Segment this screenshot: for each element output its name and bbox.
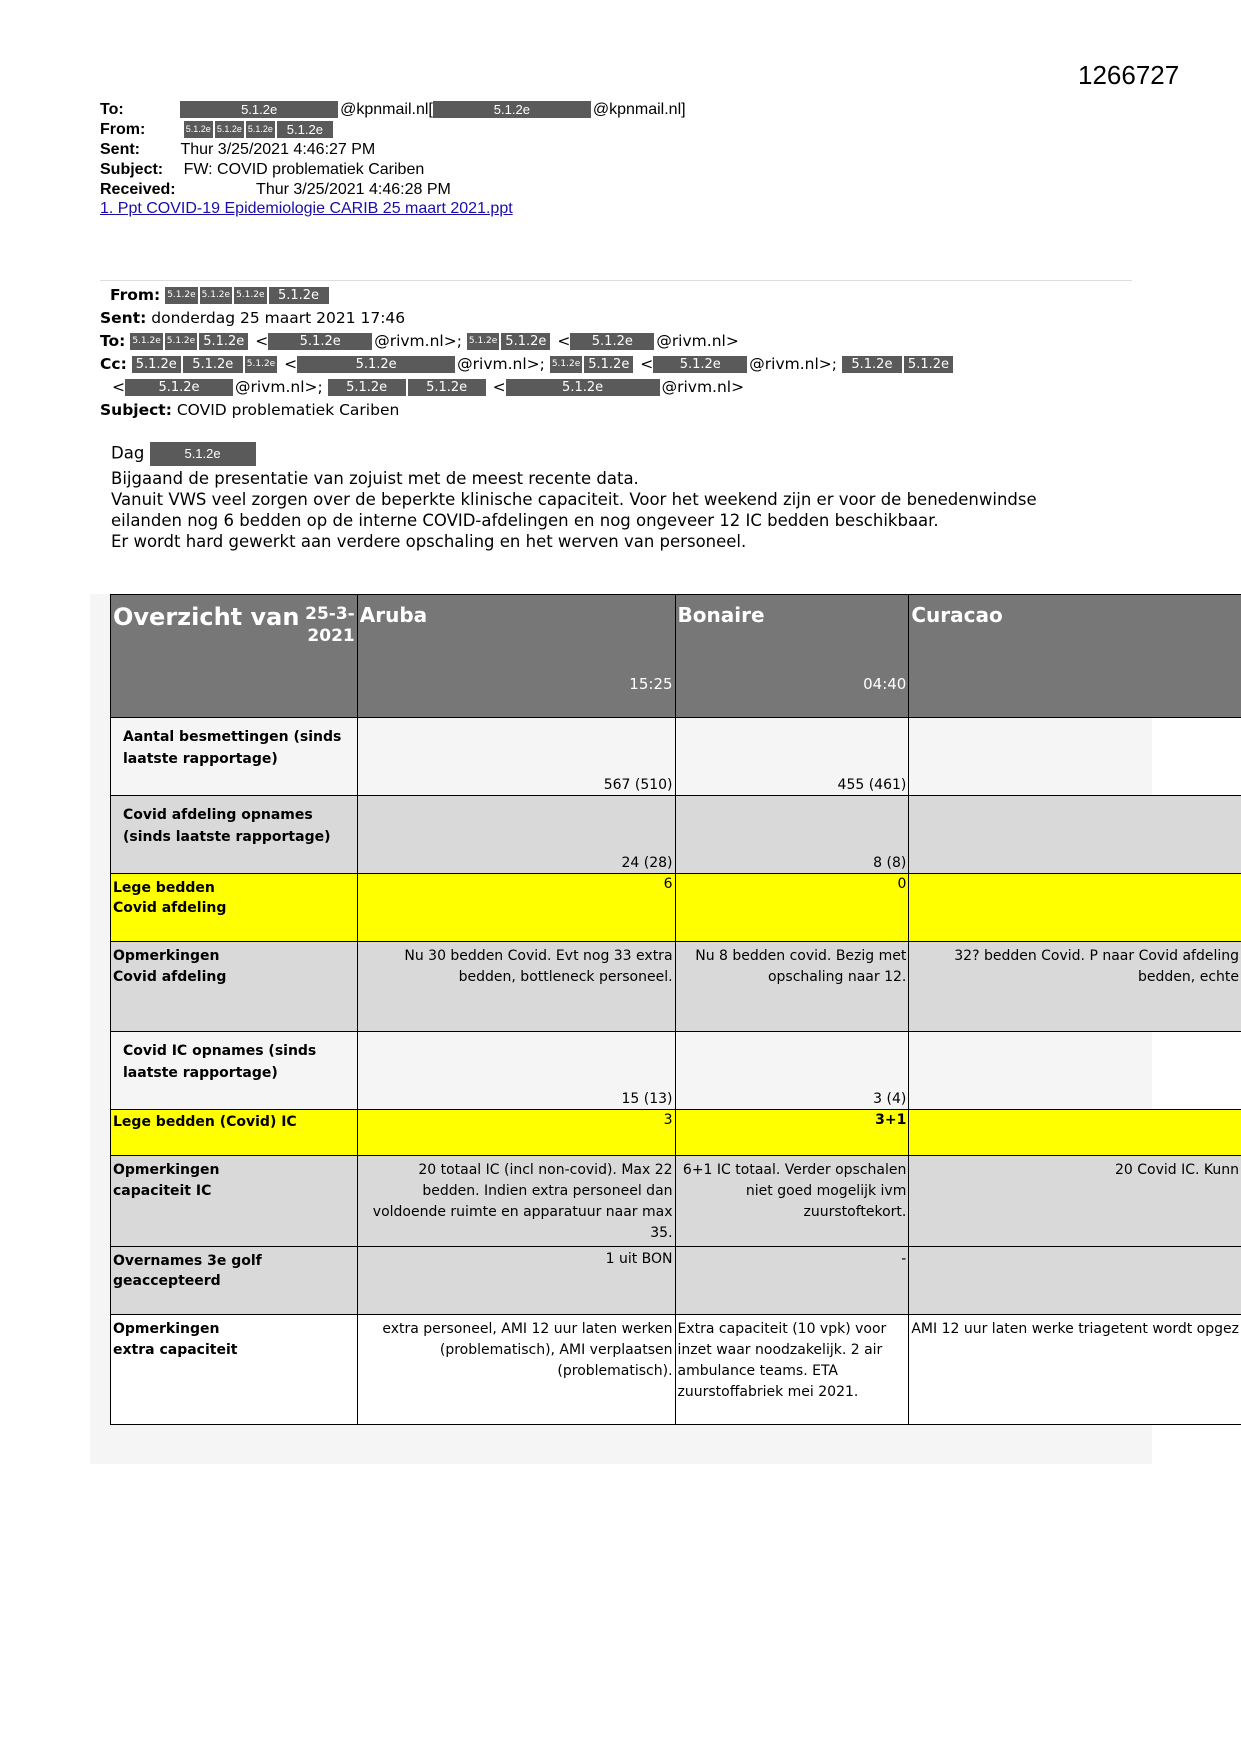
to-domain-1: @kpnmail.nl[: [340, 101, 433, 118]
redaction-box: 5.1.2e: [904, 356, 953, 373]
cell-curacao: AMI 12 uur laten werke triagetent wordt opgez: [909, 1315, 1241, 1425]
row-label: Lege bedden Covid afdeling: [111, 874, 358, 942]
rivm-domain: @rivm.nl>;: [749, 355, 837, 373]
rivm-domain: @rivm.nl>;: [235, 378, 323, 396]
redaction-box: 5.1.2e: [653, 356, 747, 373]
table-row: [111, 1247, 1241, 1315]
fw-subject-label: Subject:: [100, 401, 172, 419]
to-label: To:: [100, 101, 124, 118]
rivm-domain: @rivm.nl>;: [374, 332, 462, 350]
fw-cc-label: Cc:: [100, 355, 127, 373]
angle-bracket: <: [557, 332, 571, 350]
rivm-domain: @rivm.nl>;: [457, 355, 545, 373]
fw-to-line: [100, 330, 739, 352]
redaction-box: 5.1.2e: [268, 333, 372, 350]
row-label: Lege bedden (Covid) IC: [111, 1110, 358, 1156]
fw-to-label: To:: [100, 332, 126, 350]
redaction-box: 5.1.2e: [433, 101, 591, 118]
redaction-box: 5.1.2e: [584, 356, 633, 373]
fw-subject-value: COVID problematiek Cariben: [176, 401, 400, 419]
table-row: [111, 1110, 1241, 1156]
redaction-box: 5.1.2e: [200, 287, 232, 304]
fw-sent-value: donderdag 25 maart 2021 17:46: [151, 309, 406, 327]
redaction-box: 5.1.2e: [199, 333, 248, 350]
redaction-box: 5.1.2e: [165, 287, 197, 304]
row-label: Opmerkingen extra capaciteit: [111, 1315, 358, 1425]
redaction-box: 5.1.2e: [246, 121, 275, 138]
greeting-line: [111, 442, 258, 466]
col-aruba: Aruba: [359, 603, 428, 627]
cell-bonaire: -: [675, 1247, 909, 1315]
fw-subject-line: [100, 399, 399, 421]
redaction-box: 5.1.2e: [297, 356, 455, 373]
cell-curacao: 20 Covid IC. Kunn: [909, 1156, 1241, 1247]
cell-aruba: 3: [357, 1110, 675, 1156]
row-label: Opmerkingen capaciteit IC: [111, 1156, 358, 1247]
message-body: [111, 468, 1037, 552]
col-curacao: Curacao: [911, 603, 1003, 627]
cell-aruba: 1 uit BON: [357, 1247, 675, 1315]
table-row: [111, 942, 1241, 1032]
message-line: Vanuit VWS veel zorgen over de beperkte klinische capaciteit. Voor het weekend zijn er voor de benedenwindse: [111, 490, 1037, 509]
subject-label: Subject:: [100, 161, 164, 178]
header-curacao-cell: [909, 595, 1241, 718]
redaction-box: 5.1.2e: [467, 333, 499, 350]
cell-aruba: 15 (13): [357, 1032, 675, 1110]
redaction-box: 5.1.2e: [328, 379, 406, 396]
attachment-link[interactable]: 1. Ppt COVID-19 Epidemiologie CARIB 25 maart 2021.ppt: [100, 200, 513, 217]
table-row: [111, 874, 1241, 942]
cell-bonaire: 0: [675, 874, 909, 942]
cell-bonaire: 455 (461): [675, 718, 909, 796]
cell-aruba: 24 (28): [357, 796, 675, 874]
redaction-box: 5.1.2e: [150, 442, 256, 466]
header-title-cell: [111, 595, 358, 718]
received-value: Thur 3/25/2021 4:46:28 PM: [256, 181, 451, 198]
cell-curacao: [909, 874, 1241, 942]
fw-cc-line: [100, 353, 955, 375]
table-header-row: [111, 595, 1241, 718]
redaction-box: 5.1.2e: [180, 101, 338, 118]
table-row: [111, 796, 1241, 874]
row-label: Covid IC opnames (sinds laatste rapportage): [111, 1032, 358, 1110]
cell-bonaire: 6+1 IC totaal. Verder opschalen niet goed mogelijk ivm zuurstoftekort.: [675, 1156, 909, 1247]
header-bonaire-cell: [675, 595, 909, 718]
message-line: Bijgaand de presentatie van zojuist met de meest recente data.: [111, 469, 639, 488]
received-label: Received:: [100, 181, 176, 198]
rivm-domain: @rivm.nl>: [661, 378, 745, 396]
redaction-box: 5.1.2e: [165, 333, 197, 350]
cell-curacao: [909, 718, 1241, 796]
table-title: Overzicht van: [113, 603, 300, 631]
redaction-box: 5.1.2e: [277, 121, 333, 138]
redaction-box: 5.1.2e: [245, 356, 277, 373]
time-bonaire: 04:40: [863, 675, 907, 693]
greeting: Dag: [111, 443, 145, 463]
table-row: [111, 1156, 1241, 1247]
table-date-part: 25-3-: [305, 604, 355, 624]
redaction-box: 5.1.2e: [842, 356, 902, 373]
redaction-box: 5.1.2e: [550, 356, 582, 373]
col-bonaire: Bonaire: [677, 603, 765, 627]
redaction-box: 5.1.2e: [184, 121, 213, 138]
angle-bracket: <: [112, 378, 125, 396]
fw-from-label: From:: [110, 286, 161, 304]
sent-label: Sent:: [100, 141, 140, 158]
fw-cc-line-2: [112, 376, 744, 398]
header-sent-line: [100, 140, 375, 160]
header-aruba-cell: [357, 595, 675, 718]
cell-bonaire: Extra capaciteit (10 vpk) voor inzet waar noodzakelijk. 2 air ambulance teams. ETA zuurstoffabriek mei 2021.: [675, 1315, 909, 1425]
table-date: [305, 603, 355, 647]
redaction-box: 5.1.2e: [125, 379, 233, 396]
table-row: [111, 718, 1241, 796]
table-row: [111, 1032, 1241, 1110]
angle-bracket: <: [255, 332, 269, 350]
cell-curacao: [909, 796, 1241, 874]
message-line: eilanden nog 6 bedden op de interne COVID-afdelingen en nog ongeveer 12 IC bedden beschikbaar.: [111, 511, 939, 530]
subject-value: FW: COVID problematiek Cariben: [183, 161, 425, 178]
header-received-line: [100, 180, 451, 200]
cell-curacao: 32? bedden Covid. P naar Covid afdeling bedden, echte: [909, 942, 1241, 1032]
divider: [100, 280, 1132, 281]
row-label: Aantal besmettingen (sinds laatste rapportage): [111, 718, 358, 796]
time-aruba: 15:25: [629, 675, 673, 693]
redaction-box: 5.1.2e: [269, 287, 329, 304]
cell-bonaire: 3 (4): [675, 1032, 909, 1110]
header-subject-line: [100, 160, 424, 180]
angle-bracket: <: [640, 355, 654, 373]
angle-bracket: <: [284, 355, 298, 373]
message-line: Er wordt hard gewerkt aan verdere opschaling en het werven van personeel.: [111, 532, 747, 551]
redaction-box: 5.1.2e: [132, 356, 181, 373]
cell-aruba: extra personeel, AMI 12 uur laten werken (problematisch), AMI verplaatsen (problematisch).: [357, 1315, 675, 1425]
cell-bonaire: Nu 8 bedden covid. Bezig met opschaling naar 12.: [675, 942, 909, 1032]
rivm-domain: @rivm.nl>: [656, 332, 739, 350]
document-number: 1266727: [1078, 60, 1180, 90]
redaction-box: 5.1.2e: [570, 333, 654, 350]
sent-value: Thur 3/25/2021 4:46:27 PM: [180, 141, 376, 158]
fw-from-line: [110, 284, 331, 306]
redaction-box: 5.1.2e: [215, 121, 244, 138]
cell-aruba: Nu 30 bedden Covid. Evt nog 33 extra bedden, bottleneck personeel.: [357, 942, 675, 1032]
redaction-box: 5.1.2e: [408, 379, 486, 396]
redaction-box: 5.1.2e: [234, 287, 266, 304]
cell-curacao: [909, 1247, 1241, 1315]
redaction-box: 5.1.2e: [506, 379, 660, 396]
redaction-box: 5.1.2e: [501, 333, 550, 350]
header-to-line: [100, 100, 686, 120]
header-from-line: [100, 120, 335, 140]
row-label: Opmerkingen Covid afdeling: [111, 942, 358, 1032]
table-row: [111, 1315, 1241, 1425]
redaction-box: 5.1.2e: [183, 356, 243, 373]
fw-sent-line: [100, 307, 405, 329]
row-label: Overnames 3e golf geaccepteerd: [111, 1247, 358, 1315]
cell-aruba: 6: [357, 874, 675, 942]
cell-curacao: [909, 1032, 1241, 1110]
cell-aruba: 20 totaal IC (incl non-covid). Max 22 bedden. Indien extra personeel dan voldoende ruimte en apparatuur naar max 35.: [357, 1156, 675, 1247]
cell-curacao: [909, 1110, 1241, 1156]
table-date-part: 2021: [307, 626, 355, 646]
row-label: Covid afdeling opnames (sinds laatste rapportage): [111, 796, 358, 874]
redaction-box: 5.1.2e: [130, 333, 162, 350]
cell-aruba: 567 (510): [357, 718, 675, 796]
cell-bonaire: 3+1: [675, 1110, 909, 1156]
to-domain-2: @kpnmail.nl]: [592, 101, 686, 118]
cell-bonaire: 8 (8): [675, 796, 909, 874]
fw-sent-label: Sent:: [100, 309, 147, 327]
overview-table: [110, 594, 1241, 1425]
from-label: From:: [100, 121, 146, 138]
angle-bracket: <: [492, 378, 506, 396]
